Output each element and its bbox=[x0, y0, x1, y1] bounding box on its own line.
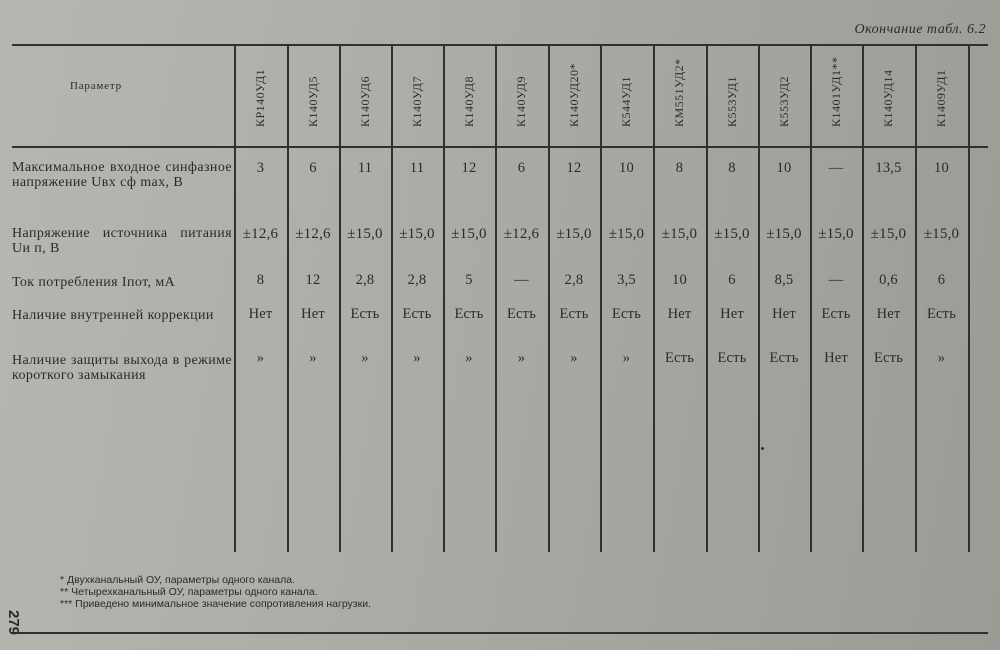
table-cell: 6 bbox=[728, 272, 736, 288]
table-continuation-caption: Окончание табл. 6.2 bbox=[854, 22, 986, 37]
column-separator bbox=[653, 44, 655, 552]
column-header bbox=[341, 48, 391, 148]
column-header bbox=[289, 48, 339, 148]
table-cell: Нет bbox=[824, 350, 848, 366]
table-cell: ±15,0 bbox=[714, 226, 750, 242]
table-cell: ±15,0 bbox=[766, 226, 802, 242]
table-cell: Нет bbox=[772, 306, 796, 322]
column-header bbox=[236, 48, 286, 148]
column-header-label: К553УД2 bbox=[777, 76, 791, 127]
column-separator bbox=[706, 44, 708, 552]
column-header-label: К1401УД1** bbox=[829, 56, 843, 127]
table-cell: 11 bbox=[409, 160, 425, 176]
footnote: ** Четырехканальный ОУ, параметры одного канала. bbox=[60, 586, 318, 598]
column-separator bbox=[915, 44, 917, 552]
row-label: Напряжение источника питания Uи п, В bbox=[12, 226, 232, 256]
column-header-label: КР140УД1 bbox=[253, 68, 267, 127]
column-header-label: К140УД14 bbox=[881, 69, 895, 127]
table-cell: 2,8 bbox=[407, 272, 427, 288]
column-header bbox=[864, 48, 914, 148]
table-cell: Есть bbox=[664, 350, 695, 366]
row-label: Ток потребления Iпот, мА bbox=[12, 275, 176, 290]
table-cell: ±15,0 bbox=[923, 226, 960, 242]
column-header bbox=[602, 48, 652, 148]
table-cell: Нет bbox=[720, 306, 744, 322]
table-cell: 12 bbox=[461, 160, 477, 176]
table-cell: Нет bbox=[301, 306, 325, 322]
table-cell: 8 bbox=[256, 272, 265, 288]
column-header bbox=[655, 48, 705, 148]
table-cell: — bbox=[828, 272, 844, 288]
table-cell: 11 bbox=[357, 160, 373, 176]
table-cell: ±15,0 bbox=[347, 226, 383, 242]
column-header bbox=[497, 48, 547, 148]
column-separator bbox=[600, 44, 602, 552]
table-cell: 8 bbox=[675, 160, 684, 176]
column-header bbox=[760, 48, 810, 148]
column-header bbox=[550, 48, 600, 148]
column-header-label: К544УД1 bbox=[619, 76, 633, 127]
footnote: *** Приведено минимальное значение сопротивления нагрузки. bbox=[60, 598, 371, 610]
column-header-label: К140УД20* bbox=[567, 63, 581, 127]
table-cell: 6 bbox=[937, 272, 946, 288]
table-cell: 8,5 bbox=[774, 272, 794, 288]
column-separator bbox=[968, 44, 970, 552]
column-header-label: К140УД7 bbox=[410, 76, 424, 127]
column-separator bbox=[758, 44, 760, 552]
table-cell: ±15,0 bbox=[608, 226, 645, 242]
table-cell: Есть bbox=[611, 306, 642, 322]
column-separator bbox=[443, 44, 445, 552]
table-cell: Есть bbox=[454, 306, 484, 322]
table-cell: Нет bbox=[667, 306, 692, 322]
table-cell: 10 bbox=[672, 272, 687, 288]
column-separator bbox=[495, 44, 497, 552]
parameter-column-header: Параметр bbox=[70, 80, 122, 92]
table-cell: Есть bbox=[350, 306, 380, 322]
table-cell: 5 bbox=[465, 272, 473, 288]
table-cell: » bbox=[309, 350, 317, 366]
page-number: 279 bbox=[5, 610, 22, 636]
table-cell: » bbox=[622, 350, 631, 366]
row-label: Наличие защиты выхода в режиме короткого замыкания bbox=[12, 353, 232, 383]
column-header bbox=[393, 48, 443, 148]
column-header bbox=[708, 48, 758, 148]
table-cell: ±15,0 bbox=[399, 226, 435, 242]
table-cell: 3 bbox=[256, 160, 265, 176]
table-cell: Есть bbox=[769, 350, 799, 366]
table-cell: » bbox=[465, 350, 473, 366]
table-cell: Есть bbox=[559, 306, 589, 322]
column-header-label: К140УД6 bbox=[358, 76, 372, 127]
column-header-label: КМ551УД2* bbox=[672, 58, 686, 127]
column-separator bbox=[391, 44, 393, 552]
table-cell: Есть bbox=[506, 306, 537, 322]
footnotes bbox=[60, 574, 371, 610]
table-cell: » bbox=[570, 350, 578, 366]
table-cell: » bbox=[256, 350, 265, 366]
column-separator bbox=[339, 44, 341, 552]
column-header-label: К553УД1 bbox=[725, 76, 739, 127]
table-cell: 8 bbox=[728, 160, 736, 176]
print-speck bbox=[761, 447, 764, 450]
table-cell: Нет bbox=[876, 306, 901, 322]
row-label: Максимальное входное синфазное напряжение Uвх сф max, В bbox=[12, 160, 232, 190]
table-cell: ±15,0 bbox=[818, 226, 854, 242]
column-header bbox=[917, 48, 967, 148]
table-cell: ±12,6 bbox=[295, 226, 331, 242]
table-cell: 6 bbox=[517, 160, 526, 176]
footnote: * Двухканальный ОУ, параметры одного канала. bbox=[60, 574, 295, 586]
column-header bbox=[812, 48, 862, 148]
table-cell: Есть bbox=[873, 350, 904, 366]
table-cell: 12 bbox=[305, 272, 321, 288]
table-cell: » bbox=[517, 350, 526, 366]
table-cell: » bbox=[413, 350, 421, 366]
table-cell: 13,5 bbox=[875, 160, 902, 176]
table-cell: ±15,0 bbox=[870, 226, 907, 242]
column-separator bbox=[810, 44, 812, 552]
table-cell: ±12,6 bbox=[242, 226, 279, 242]
table-cell: Есть bbox=[926, 306, 957, 322]
column-header-label: К140УД9 bbox=[514, 76, 528, 127]
table-cell: » bbox=[937, 350, 946, 366]
column-separator bbox=[234, 44, 236, 552]
table-cell: » bbox=[361, 350, 369, 366]
table-cell: 0,6 bbox=[879, 272, 898, 288]
table-top-rule bbox=[12, 44, 988, 46]
table-cell: ±15,0 bbox=[556, 226, 592, 242]
table-cell: 12 bbox=[566, 160, 582, 176]
table-cell: 6 bbox=[309, 160, 317, 176]
table-cell: — bbox=[514, 272, 529, 288]
table-cell: 10 bbox=[619, 160, 634, 176]
table-cell: ±15,0 bbox=[451, 226, 487, 242]
table-cell: Нет bbox=[248, 306, 273, 322]
column-separator bbox=[862, 44, 864, 552]
column-header-label: К140УД8 bbox=[462, 76, 476, 127]
table-cell: — bbox=[828, 160, 844, 176]
row-label: Наличие внутренней коррекции bbox=[12, 308, 214, 323]
table-cell: 10 bbox=[776, 160, 792, 176]
table-cell: Есть bbox=[821, 306, 851, 322]
column-separator bbox=[548, 44, 550, 552]
column-header-label: К1409УД1 bbox=[934, 69, 948, 127]
column-header bbox=[445, 48, 495, 148]
table-cell: Есть bbox=[402, 306, 432, 322]
column-separator bbox=[287, 44, 289, 552]
table-cell: Есть bbox=[717, 350, 747, 366]
table-cell: ±15,0 bbox=[661, 226, 698, 242]
table-cell: 10 bbox=[934, 160, 949, 176]
column-header-label: К140УД5 bbox=[306, 76, 320, 127]
page-bottom-rule bbox=[12, 632, 988, 634]
table-cell: 2,8 bbox=[564, 272, 584, 288]
table-cell: 3,5 bbox=[617, 272, 636, 288]
table-cell: 2,8 bbox=[355, 272, 375, 288]
table-cell: ±12,6 bbox=[503, 226, 540, 242]
